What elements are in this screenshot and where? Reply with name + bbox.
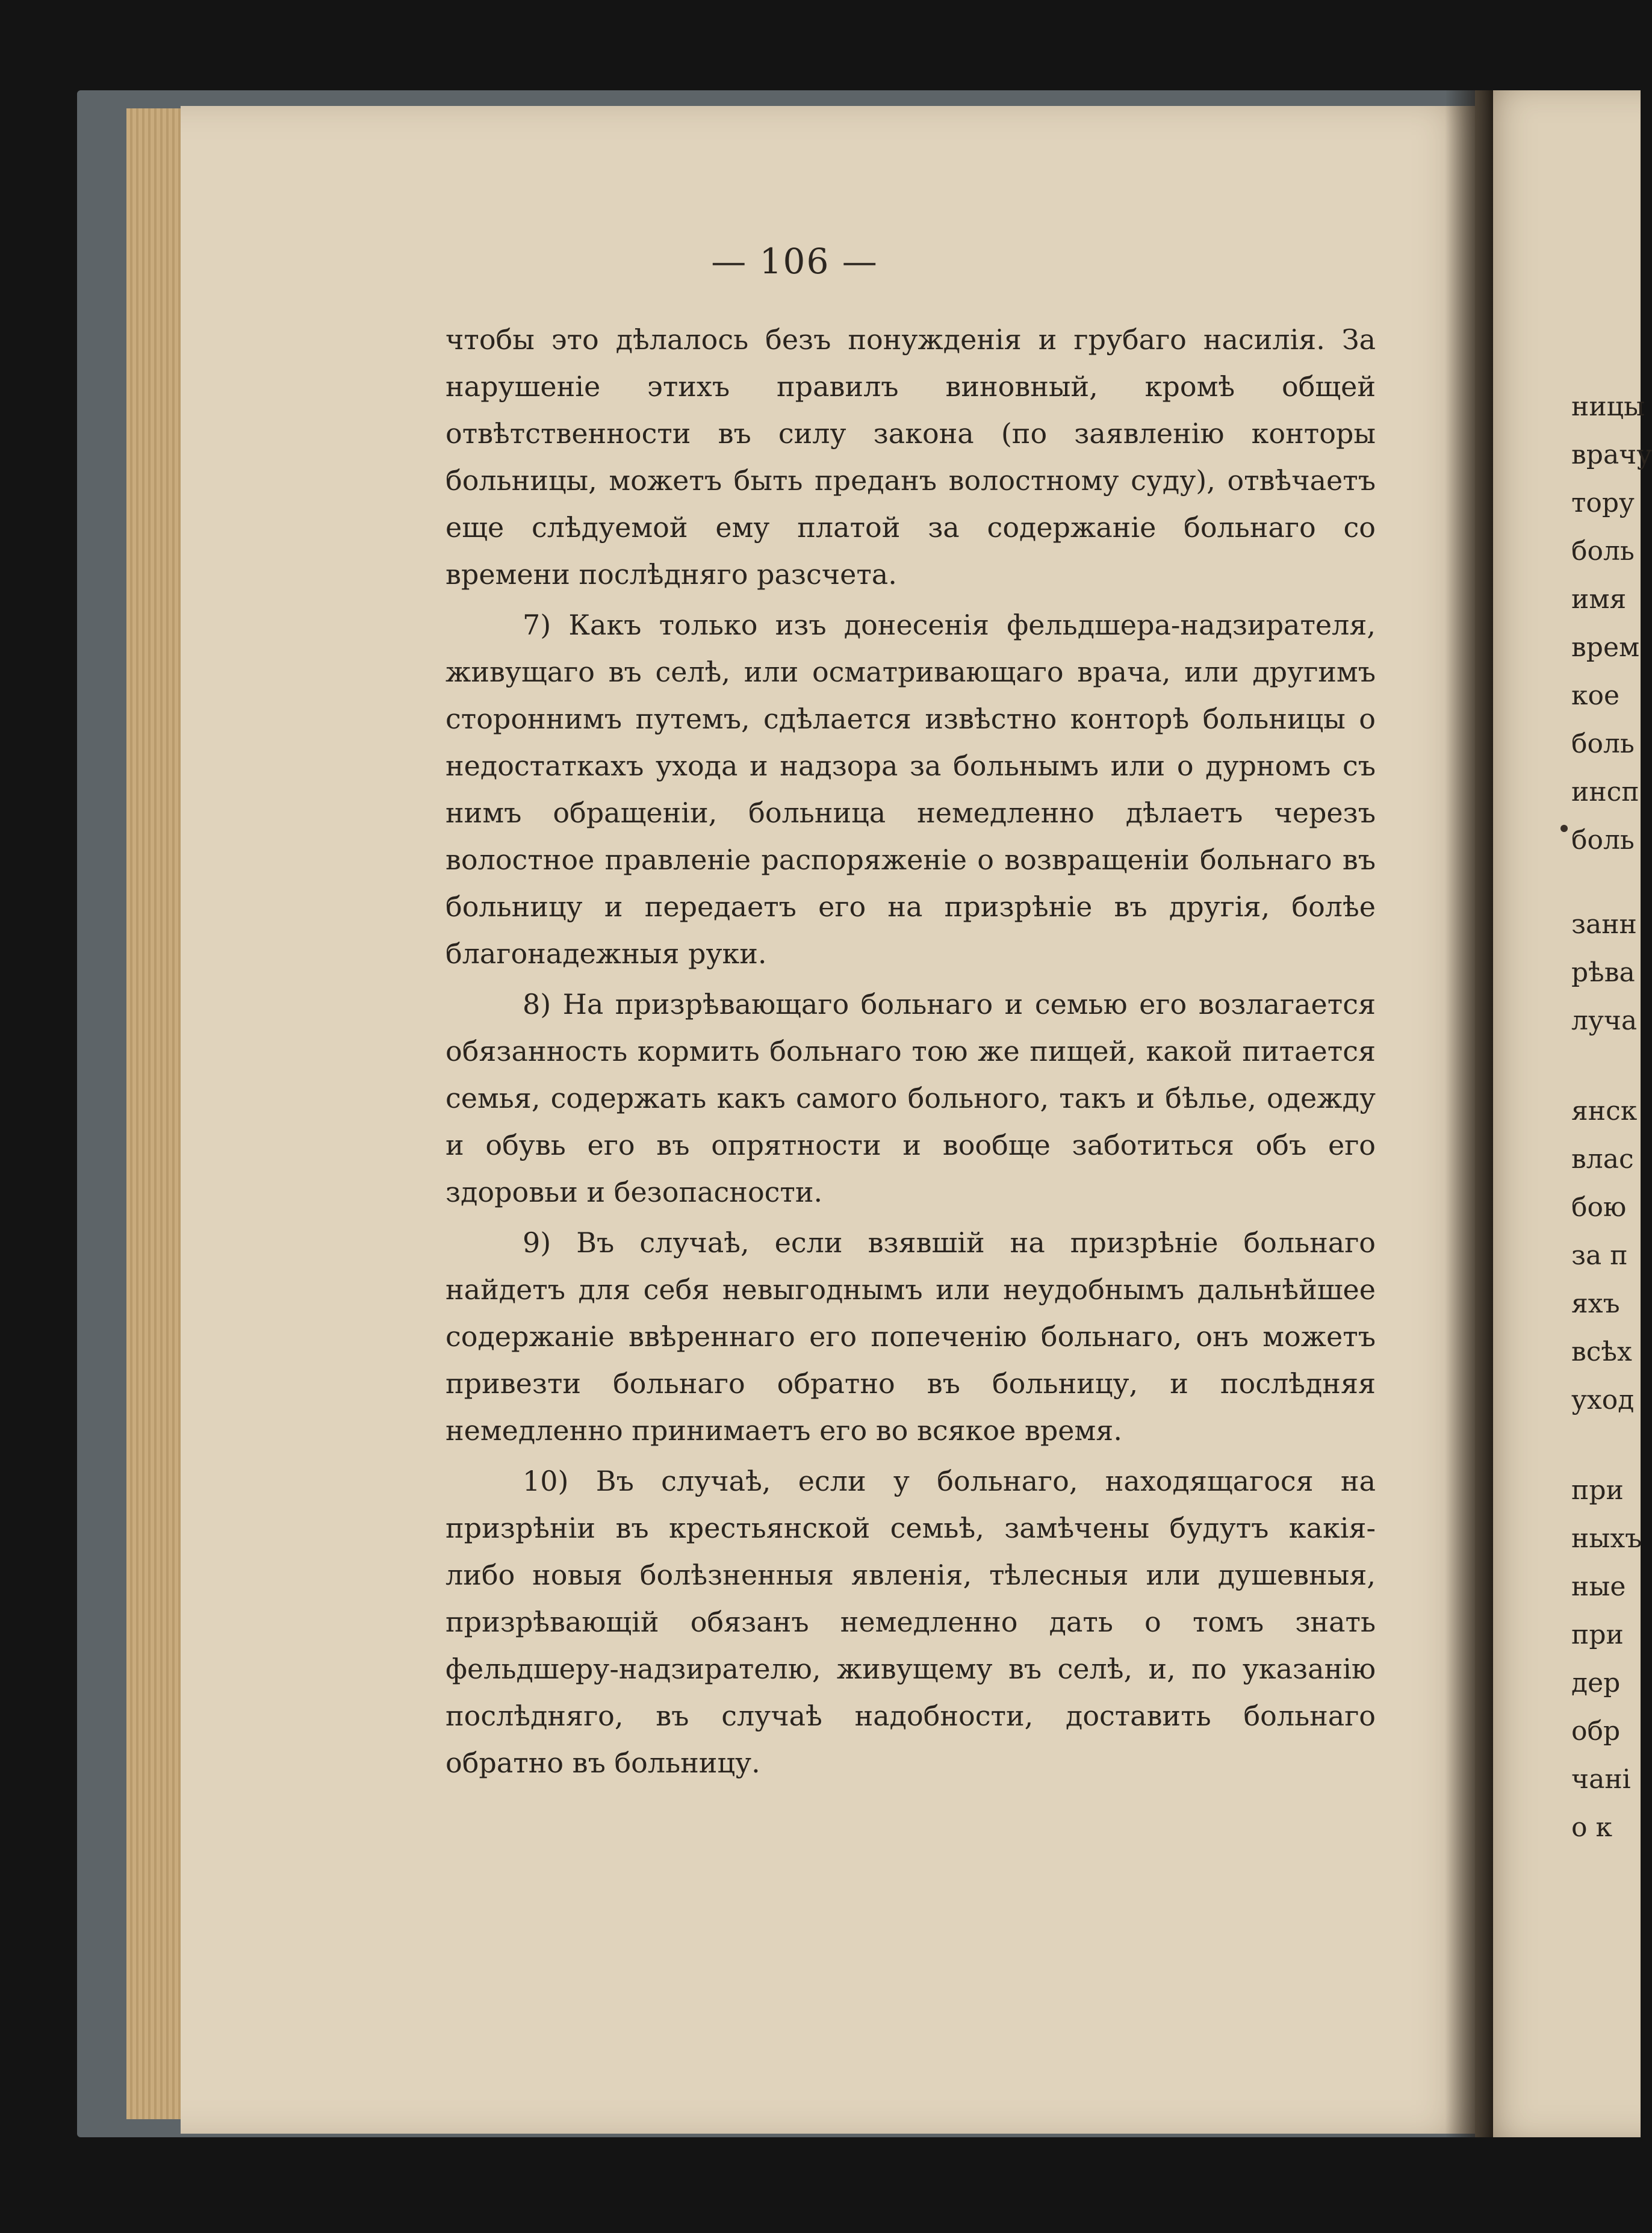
right-page-fragment: чані [1571,1764,1631,1795]
right-page-fragment: при [1571,1475,1624,1506]
paragraph-7: 7) Какъ только изъ донесенія фельдшера-надзирателя, живущаго въ селѣ, или осматривающаго врача, или другимъ стороннимъ путемъ, сдѣлается извѣстно конторѣ больницы о недостаткахъ ухода и надзора за больнымъ или о дурномъ съ нимъ обращеніи, больница немедленно дѣлаетъ черезъ волостное правленіе распоряженіе о возвращеніи больнаго въ больницу и передаетъ его на призрѣніе въ другія, болѣе благонадежныя руки. [446,609,1376,970]
paragraph-8: 8) На призрѣвающаго больнаго и семью его возлагается обязанность кормить больнаго тою же пищей, какой питается семья, содержать какъ самого больного, такъ и бѣлье, одежду и обувь его въ опрятности и вообще заботиться объ его здоровьи и безопасности. [446,988,1376,1208]
right-page-fragment: при [1571,1620,1624,1650]
right-page-fragment: боль [1571,728,1635,759]
right-page-fragment: янск [1571,1096,1638,1126]
right-page-fragment: всѣх [1571,1337,1632,1367]
right-page-fragment: бою [1571,1192,1627,1223]
right-page-fragment: ныхъ [1571,1523,1642,1554]
right-page-fragment: дер [1571,1668,1621,1698]
right-page-fragment: врем [1571,632,1640,663]
paragraph-1: чтобы это дѣлалось безъ понужденія и грубаго насилія. За нарушеніе этихъ правилъ виновный, кромѣ общей отвѣтственности въ силу закона (по заявленію конторы больницы, можетъ быть преданъ волостному суду), отвѣчаетъ еще слѣдуемой ему платой за содержаніе больнаго со времени послѣдняго разсчета. [446,323,1376,591]
right-page-fragment: ницы [1571,391,1645,422]
right-page-fragment: кое [1571,680,1620,711]
right-page-fragment: обр [1571,1716,1621,1747]
paragraph-9: 9) Въ случаѣ, если взявшій на призрѣніе больнаго найдетъ для себя невыгоднымъ или неудобнымъ дальнѣйшее содержаніе ввѣреннаго его попеченію больнаго, онъ можетъ привезти больнаго обратно въ больницу, и послѣдняя немедленно принимаетъ его во всякое время. [446,1226,1376,1447]
book-gutter [1445,90,1493,2137]
page-number: — 106 — [711,241,878,282]
right-page-fragment: врачу [1571,439,1652,470]
right-page-fragment: луча [1571,1005,1638,1036]
right-page-fragment: рѣва [1571,957,1635,988]
right-page-fragment: влас [1571,1144,1634,1175]
right-page-fragment: о к [1571,1812,1612,1843]
right-page-fragment: ные [1571,1571,1626,1602]
right-page-fragment: боль [1571,536,1635,567]
right-page-fragment: имя [1571,584,1627,615]
paragraph-10: 10) Въ случаѣ, если у больнаго, находящагося на призрѣніи въ крестьянской семьѣ, замѣчены будутъ какія-либо новыя болѣзненныя явленія, тѣлесныя или душевныя, призрѣвающій обязанъ немедленно дать о томъ знать фельдшеру-надзирателю, живущему въ селѣ, и, по указанію послѣдняго, въ случаѣ надобности, доставить больнаго обратно въ больницу. [446,1465,1376,1779]
page-body [446,316,1376,1790]
right-page-fragment: тору [1571,488,1635,518]
right-page-fragment: боль [1571,825,1635,856]
right-page-fragment: яхъ [1571,1288,1620,1319]
right-page-fragment: уход [1571,1385,1635,1415]
right-page-fragment: за п [1571,1240,1628,1271]
right-page-fragment: инсп [1571,777,1639,807]
right-page-fragment: занн [1571,909,1637,940]
ink-spot [1560,825,1568,832]
